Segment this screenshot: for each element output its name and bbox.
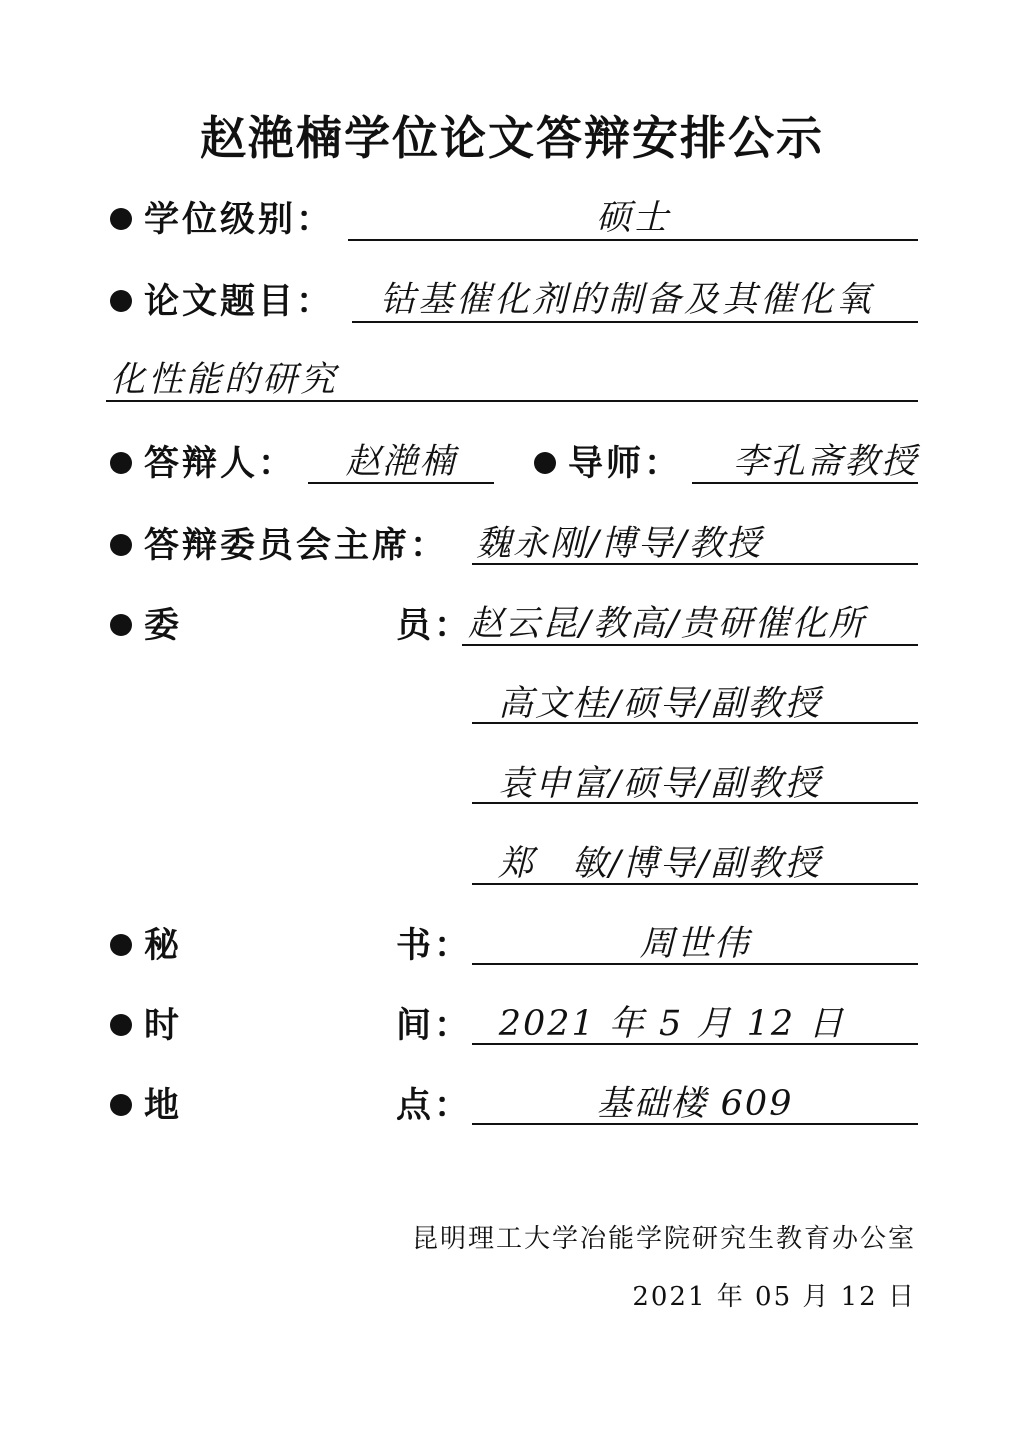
thesis-label: 论文题目： <box>144 282 335 322</box>
members-label-right: 员： <box>396 606 473 646</box>
member-3-underline <box>472 802 918 804</box>
time-label-right: 间： <box>396 1006 473 1046</box>
bullet-icon <box>110 534 132 556</box>
thesis-underline-1 <box>352 321 918 323</box>
advisor-underline <box>692 482 918 484</box>
bullet-icon <box>110 290 132 312</box>
defender-value: 赵滟楠 <box>345 442 457 482</box>
bullet-icon <box>534 452 556 474</box>
thesis-underline-2 <box>106 400 918 402</box>
secretary-label-left: 秘 <box>144 926 183 966</box>
bullet-icon <box>110 614 132 636</box>
member-1-underline <box>462 644 918 646</box>
time-value: 2021 年 5 月 12 日 <box>498 1004 846 1044</box>
defender-label: 答辩人： <box>144 444 297 484</box>
member-3: 袁申富/硕导/副教授 <box>498 764 822 804</box>
degree-value: 硕士 <box>595 198 670 238</box>
bullet-icon <box>110 452 132 474</box>
member-4-underline <box>472 883 918 885</box>
bullet-icon <box>110 208 132 230</box>
degree-underline <box>348 239 918 241</box>
time-label-left: 时 <box>144 1006 183 1046</box>
location-value: 基础楼 609 <box>596 1084 794 1124</box>
members-label-left: 委 <box>144 606 183 646</box>
member-4: 郑 敏/博导/副教授 <box>498 844 822 884</box>
advisor-value: 李孔斋教授 <box>732 442 918 482</box>
defender-underline <box>308 482 494 484</box>
bullet-icon <box>110 1094 132 1116</box>
page-title: 赵滟楠学位论文答辩安排公示 <box>200 111 824 165</box>
location-label-left: 地 <box>144 1086 183 1126</box>
secretary-label-right: 书： <box>396 926 473 966</box>
bullet-icon <box>110 1014 132 1036</box>
member-2: 高文桂/硕导/副教授 <box>498 684 822 724</box>
office-name: 昆明理工大学冶能学院研究生教育办公室 <box>411 1224 916 1254</box>
time-underline <box>472 1043 918 1045</box>
advisor-label: 导师： <box>568 444 683 484</box>
chair-underline <box>472 563 918 565</box>
bullet-icon <box>110 934 132 956</box>
member-2-underline <box>472 722 918 724</box>
location-label-right: 点： <box>396 1086 473 1126</box>
thesis-title-line2: 化性能的研究 <box>110 360 339 400</box>
secretary-underline <box>472 963 918 965</box>
chair-value: 魏永刚/博导/教授 <box>476 524 763 564</box>
issue-date: 2021 年 05 月 12 日 <box>632 1282 916 1312</box>
chair-label: 答辩委员会主席： <box>144 526 449 566</box>
location-underline <box>472 1123 918 1125</box>
member-1: 赵云昆/教高/贵研催化所 <box>468 604 866 644</box>
thesis-title-line1: 钴基催化剂的制备及其催化氧 <box>380 280 875 320</box>
degree-label: 学位级别： <box>144 200 335 240</box>
secretary-value: 周世伟 <box>639 924 751 964</box>
